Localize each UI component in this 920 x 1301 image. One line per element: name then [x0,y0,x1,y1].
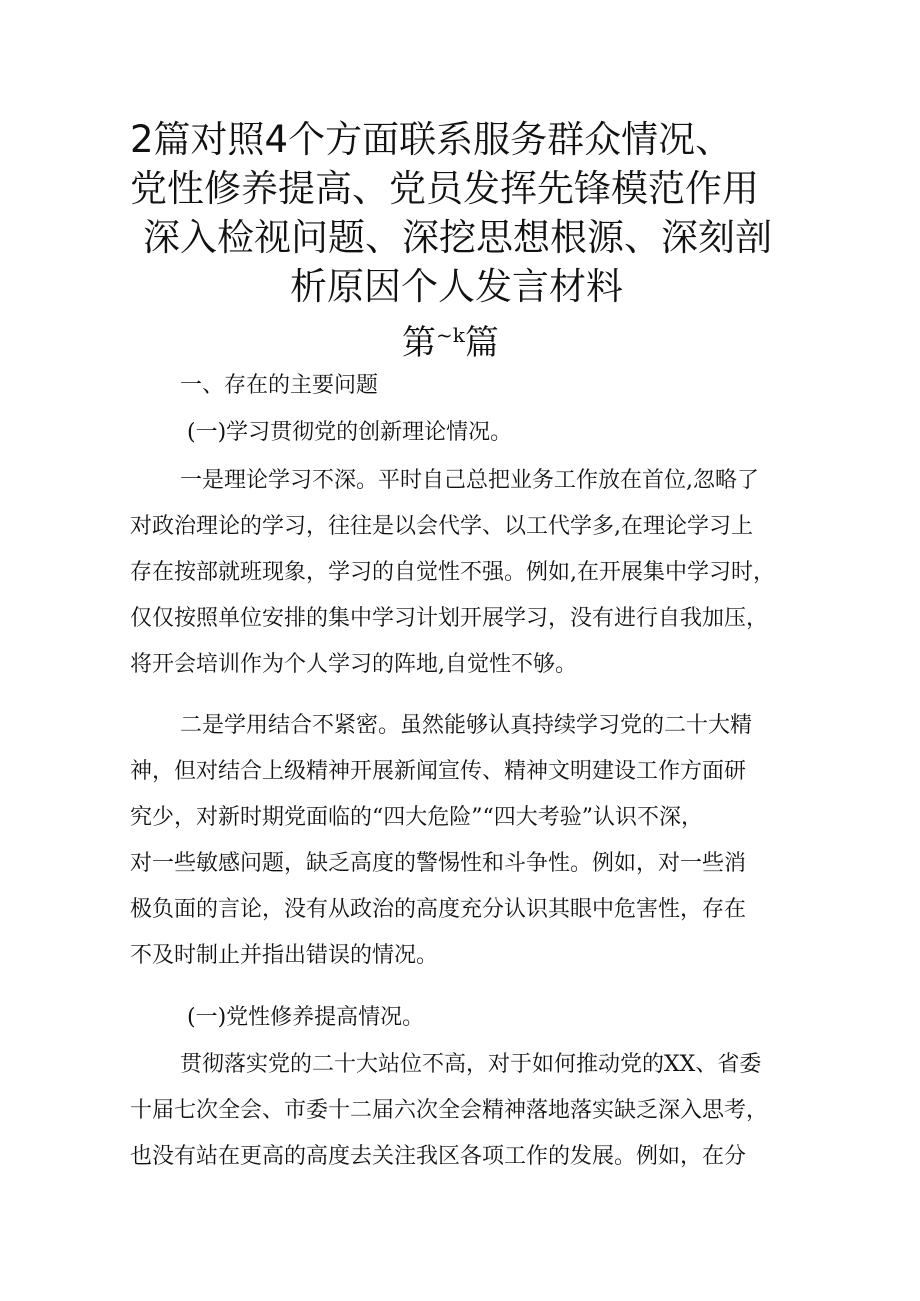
document-title-line-3: 深入检视问题、深挖思想根源、深刻剖 [143,216,772,259]
paragraph-1-line: 将开会培训作为个人学习的阵地,自觉性不够。 [130,652,577,677]
paragraph-2-line: 神，但对结合上级精神开展新闻宣传、精神文明建设工作方面研 [130,759,747,784]
paragraph-1-line: 存在按部就班现象，学习的自觉性不强。例如,在开展集中学习时， [130,560,775,585]
paragraph-2-line: 极负面的言论，没有从政治的高度充分认识其眼中危害性，存在 [130,897,747,922]
subtitle-prefix: 第 [402,323,436,363]
paragraph-2-line: 二是学用结合不紧密。虽然能够认真持续学习党的二十大精 [180,713,753,738]
paragraph-1-line: 对政治理论的学习，往往是以会代学、以工代学多,在理论学习上 [130,514,753,539]
subsection-heading-1: (一)学习贯彻党的创新理论情况。 [187,420,513,445]
section-heading: 一、存在的主要问题 [180,373,379,398]
subtitle-mark: ~k [436,323,465,347]
document-title-line-4: 析原因个人发言材料 [290,265,623,308]
paragraph-2-line: 不及时制止并指出错误的情况。 [130,943,439,968]
paragraph-1-line: 一是理论学习不深。平时自己总把业务工作放在首位,忽略了 [180,468,759,493]
paragraph-2-line: 对一些敏感问题，缺乏高度的警惕性和斗争性。例如，对一些消 [130,851,747,876]
chapter-subtitle [402,312,499,366]
paragraph-2-line: 究少，对新时期党面临的“四大危险”“四大考验”认识不深， [130,805,703,830]
subtitle-suffix: 篇 [464,323,499,363]
paragraph-3-line: 十届七次全会、市委十二届六次全会精神落地落实缺乏深入思考， [130,1098,769,1123]
paragraph-1-line: 仅仅按照单位安排的集中学习计划开展学习，没有进行自我加压， [130,606,769,631]
document-title-line-2: 党性修养提高、党员发挥先锋模范作用 [130,167,759,210]
paragraph-3-line: 贯彻落实党的二十大站位不高，对于如何推动党的XX、省委 [180,1052,762,1077]
document-title-line-1: 2篇对照4个方面联系服务群众情况、 [130,118,733,161]
paragraph-3-line: 也没有站在更高的高度去关注我区各项工作的发展。例如，在分 [130,1144,747,1169]
subsection-heading-2: (一)党性修养提高情况。 [187,1005,425,1030]
